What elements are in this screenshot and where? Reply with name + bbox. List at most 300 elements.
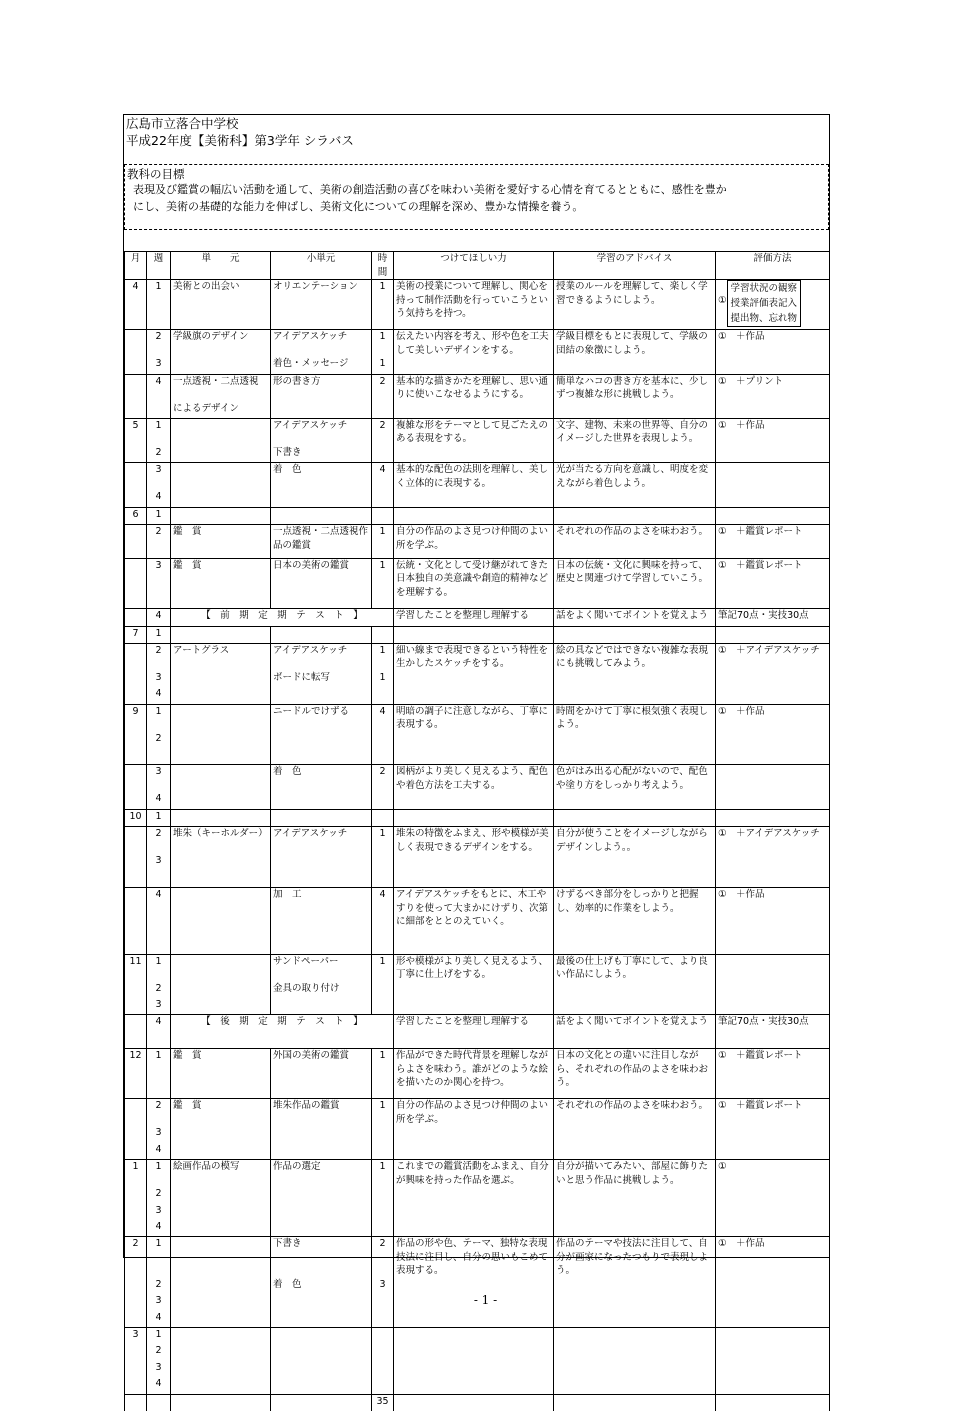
cell-goal: 基本的な配色の法則を理解し、美しく立体的に表現する。 <box>394 463 554 491</box>
cell-month <box>125 446 147 463</box>
cell-advice: 自分が使うことをイメージしながらデザインしよう。。 <box>554 827 716 855</box>
cell-advice <box>554 490 716 507</box>
table-row <box>125 558 830 608</box>
cell-unit <box>171 1237 271 1278</box>
cell-week: 2 <box>147 525 171 559</box>
cell-evaluation <box>716 1143 830 1160</box>
cell-subunit <box>271 1220 372 1237</box>
cell-evaluation: ① ＋作品 <box>716 1237 830 1278</box>
table-row <box>125 871 830 888</box>
cell-month <box>125 1361 147 1377</box>
cell-subunit <box>271 626 372 643</box>
cell-unit: 学級旗のデザイン <box>171 330 271 358</box>
cell-advice <box>554 1204 716 1220</box>
goal-title: 教科の目標 <box>127 167 185 181</box>
cell-advice <box>554 792 716 809</box>
cell-week: 3 <box>147 1294 171 1310</box>
cell-advice <box>554 1394 716 1411</box>
cell-advice: 授業のルールを理解して、楽しく学習できるようにしよう。 <box>554 280 716 330</box>
cell-evaluation: ① ＋アイデアスケッチ <box>716 827 830 855</box>
cell-goal: これまでの鑑賞活動をふまえ、自分が興味を持った作品を選ぶ。 <box>394 1160 554 1188</box>
cell-hours: 1 <box>372 1049 394 1099</box>
cell-goal: 美術の授業について理解し、関心を持って制作活動を行っていこうという気持ちを持つ。 <box>394 280 554 330</box>
cell-week: 1 <box>147 280 171 330</box>
cell-month <box>125 998 147 1015</box>
cell-unit <box>171 765 271 793</box>
cell-subunit <box>271 1328 372 1345</box>
cell-advice: 話をよく聞いてポイントを覚えよう <box>554 1015 716 1049</box>
evaluation-legend <box>727 280 802 327</box>
cell-goal: アイデアスケッチをもとに、木工やすりを使って大まかにけずり、次第に細部をととのえていく。 <box>394 888 554 955</box>
cell-hours: 2 <box>372 765 394 793</box>
cell-goal <box>394 998 554 1015</box>
cell-unit: 一点透視・二点透視 <box>171 374 271 402</box>
cell-unit: 鑑 賞 <box>171 1099 271 1127</box>
cell-month: 11 <box>125 954 147 982</box>
cell-evaluation <box>716 490 830 507</box>
cell-advice: 日本の文化との違いに注目しながら、それぞれの作品のよさを味わおう。 <box>554 1049 716 1099</box>
cell-month <box>125 827 147 855</box>
cell-week: 1 <box>147 809 171 826</box>
cell-week: 3 <box>147 1126 171 1142</box>
cell-subunit: アイデアスケッチ <box>271 418 372 446</box>
cell-hours: 1 <box>372 330 394 358</box>
cell-unit: 鑑 賞 <box>171 525 271 559</box>
cell-week: 2 <box>147 827 171 855</box>
cell-evaluation <box>716 1344 830 1360</box>
cell-evaluation <box>716 357 830 374</box>
cell-unit <box>171 507 271 524</box>
table-row <box>125 1278 830 1294</box>
cell-unit <box>171 954 271 982</box>
cell-advice <box>554 809 716 826</box>
cell-goal: 自分の作品のよさ見つけ仲間のよい所を学ぶ。 <box>394 1099 554 1127</box>
cell-hours <box>372 871 394 888</box>
cell-evaluation: 筆記70点・実技30点 <box>716 609 830 626</box>
table-row <box>125 1237 830 1278</box>
cell-goal <box>394 402 554 419</box>
table-row <box>125 1160 830 1188</box>
table-row <box>125 1361 830 1377</box>
cell-goal <box>394 1328 554 1345</box>
cell-advice <box>554 1126 716 1142</box>
cell-month: 10 <box>125 809 147 826</box>
cell-week <box>147 402 171 419</box>
cell-advice <box>554 687 716 704</box>
table-row <box>125 792 830 809</box>
cell-goal: 明暗の調子に注意しながら、丁寧に表現する。 <box>394 704 554 732</box>
cell-evaluation: ① ＋作品 <box>716 888 830 955</box>
cell-advice <box>554 1143 716 1160</box>
cell-hours <box>372 1344 394 1360</box>
cell-hours <box>372 998 394 1015</box>
cell-hours: 1 <box>372 1099 394 1127</box>
table-row <box>125 525 830 559</box>
table-row <box>125 982 830 998</box>
cell-hours <box>372 1126 394 1142</box>
cell-subunit: 着 色 <box>271 1278 372 1294</box>
cell-unit: 堆朱（キーホルダー） <box>171 827 271 855</box>
goal-line-1: 表現及び鑑賞の幅広い活動を通して、美術の創造活動の喜びを味わい美術を愛好する心情を育てるとともに、感性を豊か <box>133 183 727 196</box>
cell-unit <box>171 1311 271 1328</box>
cell-month <box>125 1220 147 1237</box>
table-row <box>125 732 830 748</box>
table-row <box>125 626 830 643</box>
table-row <box>125 748 830 765</box>
cell-hours <box>372 490 394 507</box>
cell-month <box>125 1187 147 1203</box>
cell-month <box>125 609 147 626</box>
cell-week <box>147 748 171 765</box>
goal-line-2: にし、美術の基礎的な能力を伸ばし、美術文化についての理解を深め、豊かな情操を養う。 <box>133 200 584 213</box>
cell-unit <box>171 446 271 463</box>
cell-hours: 1 <box>372 357 394 374</box>
cell-hours <box>372 1328 394 1345</box>
cell-advice: 簡単なハコの書き方を基本に、少しずつ複雑な形に挑戦しよう。 <box>554 374 716 402</box>
cell-week: 4 <box>147 792 171 809</box>
cell-month: 12 <box>125 1049 147 1099</box>
cell-goal: 基本的な描きかたを理解し、思い通りに使いこなせるようにする。 <box>394 374 554 402</box>
cell-week: 3 <box>147 1204 171 1220</box>
cell-hours: 35 <box>372 1394 394 1411</box>
cell-hours <box>372 402 394 419</box>
cell-advice: 色がはみ出る心配がないので、配色や塗り方をしっかり考えよう。 <box>554 765 716 793</box>
cell-evaluation: ① <box>716 1160 830 1188</box>
table-row <box>125 687 830 704</box>
cell-goal <box>394 1361 554 1377</box>
cell-unit: 鑑 賞 <box>171 1049 271 1099</box>
cell-subunit: アイデアスケッチ <box>271 827 372 855</box>
cell-hours: 1 <box>372 280 394 330</box>
table-row <box>125 888 830 955</box>
table-row <box>125 1015 830 1049</box>
cell-subunit <box>271 1344 372 1360</box>
cell-goal: 作品ができた時代背景を理解しながらよさを味わう。誰がどのような絵を描いたのか関心を持つ。 <box>394 1049 554 1099</box>
cell-month <box>125 765 147 793</box>
cell-subunit <box>271 854 372 870</box>
cell-evaluation <box>716 765 830 793</box>
table-row <box>125 402 830 419</box>
cell-goal <box>394 1311 554 1328</box>
cell-month <box>125 1278 147 1294</box>
cell-subunit <box>271 1187 372 1203</box>
cell-evaluation <box>716 954 830 982</box>
cell-goal <box>394 809 554 826</box>
cell-goal: 堆朱の特徴をふまえ、形や模様が美しく表現できるデザインをする。 <box>394 827 554 855</box>
cell-hours <box>372 446 394 463</box>
table-row <box>125 809 830 826</box>
cell-week: 4 <box>147 609 171 626</box>
cell-week: 4 <box>147 1377 171 1394</box>
cell-goal <box>394 357 554 374</box>
cell-hours <box>372 854 394 870</box>
cell-week: 2 <box>147 446 171 463</box>
cell-evaluation <box>716 748 830 765</box>
cell-advice <box>554 357 716 374</box>
cell-goal: 細い線まで表現できるという特性を生かしたスケッチをする。 <box>394 643 554 671</box>
table-row <box>125 490 830 507</box>
cell-week: 1 <box>147 704 171 732</box>
cell-hours: 2 <box>372 418 394 446</box>
cell-hours: 4 <box>372 463 394 491</box>
cell-unit <box>171 626 271 643</box>
cell-goal <box>394 1126 554 1142</box>
cell-evaluation <box>716 1204 830 1220</box>
cell-advice <box>554 1361 716 1377</box>
table-row <box>125 1377 830 1394</box>
cell-subunit <box>271 748 372 765</box>
cell-goal: 自分の作品のよさ見つけ仲間のよい所を学ぶ。 <box>394 525 554 559</box>
cell-month <box>125 671 147 687</box>
cell-evaluation <box>716 1377 830 1394</box>
cell-month <box>125 792 147 809</box>
cell-subunit: 着色・メッセージ <box>271 357 372 374</box>
cell-month <box>125 871 147 888</box>
page-number: - 1 - <box>473 1293 498 1307</box>
goal-box <box>124 164 829 230</box>
cell-evaluation <box>716 732 830 748</box>
cell-advice: 作品のテーマや技法に注目して、自分が画家になったつもりで表現しよう。 <box>554 1237 716 1278</box>
cell-advice: 絵の具などではできない複雑な表現にも挑戦してみよう。 <box>554 643 716 671</box>
cell-advice <box>554 982 716 998</box>
cell-month <box>125 558 147 608</box>
cell-unit <box>171 998 271 1015</box>
cell-subunit: 作品の選定 <box>271 1160 372 1188</box>
cell-week: 1 <box>147 1237 171 1278</box>
cell-goal: 図柄がより美しく見えるよう、配色や着色方法を工夫する。 <box>394 765 554 793</box>
cell-month: 4 <box>125 280 147 330</box>
cell-subunit <box>271 1204 372 1220</box>
cell-week: 4 <box>147 687 171 704</box>
cell-subunit: ニードルでけずる <box>271 704 372 732</box>
cell-subunit <box>271 871 372 888</box>
cell-month <box>125 463 147 491</box>
table-row <box>125 643 830 671</box>
table-row <box>125 1126 830 1142</box>
cell-month <box>125 888 147 955</box>
cell-goal <box>394 1204 554 1220</box>
cell-week: 1 <box>147 1328 171 1345</box>
cell-unit <box>171 1143 271 1160</box>
cell-hours: 2 <box>372 1237 394 1278</box>
document-title: 平成22年度【美術科】第3学年 シラバス <box>126 133 354 148</box>
cell-subunit: 外国の美術の鑑賞 <box>271 1049 372 1099</box>
cell-evaluation <box>716 854 830 870</box>
cell-week: 1 <box>147 418 171 446</box>
cell-subunit <box>271 732 372 748</box>
cell-goal <box>394 1187 554 1203</box>
cell-hours <box>372 982 394 998</box>
cell-subunit: 一点透視・二点透視作品の鑑賞 <box>271 525 372 559</box>
cell-evaluation <box>716 792 830 809</box>
table-row <box>125 357 830 374</box>
table-header-row <box>125 252 830 280</box>
cell-week: 1 <box>147 507 171 524</box>
cell-week: 4 <box>147 1143 171 1160</box>
cell-hours: 1 <box>372 525 394 559</box>
cell-goal <box>394 792 554 809</box>
cell-advice: 話をよく聞いてポイントを覚えよう <box>554 609 716 626</box>
cell-subunit <box>271 1143 372 1160</box>
table-row <box>125 463 830 491</box>
cell-subunit <box>271 1361 372 1377</box>
cell-advice <box>554 871 716 888</box>
cell-advice <box>554 854 716 870</box>
cell-goal <box>394 1278 554 1294</box>
cell-goal: 複雑な形をテーマとして見ごたえのある表現をする。 <box>394 418 554 446</box>
cell-month <box>125 1015 147 1049</box>
cell-advice: 時間をかけて丁寧に根気強く表現しよう。 <box>554 704 716 732</box>
syllabus-sheet <box>123 114 830 1407</box>
cell-evaluation <box>716 809 830 826</box>
cell-month <box>125 643 147 671</box>
col-week: 週 <box>147 252 171 280</box>
cell-evaluation: ① ＋プリント <box>716 374 830 402</box>
cell-hours <box>372 626 394 643</box>
cell-hours: 1 <box>372 643 394 671</box>
cell-advice: 最後の仕上げも丁寧にして、より良い作品にしよう。 <box>554 954 716 982</box>
cell-month <box>125 1394 147 1411</box>
syllabus-table <box>124 251 830 1411</box>
table-row <box>125 1099 830 1127</box>
cell-week: 1 <box>147 1160 171 1188</box>
cell-evaluation <box>716 998 830 1015</box>
cell-week: 4 <box>147 1220 171 1237</box>
cell-goal: 形や模様がより美しく見えるよう、丁寧に仕上げをする。 <box>394 954 554 982</box>
table-row <box>125 765 830 793</box>
cell-unit <box>171 982 271 998</box>
cell-evaluation <box>716 982 830 998</box>
cell-unit: 【 後 期 定 期 テ ス ト 】 <box>171 1015 394 1049</box>
cell-hours <box>372 809 394 826</box>
cell-week: 2 <box>147 1278 171 1294</box>
cell-evaluation <box>716 446 830 463</box>
cell-month <box>125 732 147 748</box>
cell-subunit <box>271 402 372 419</box>
table-row <box>125 854 830 870</box>
cell-hours <box>372 687 394 704</box>
table-row <box>125 1143 830 1160</box>
cell-hours <box>372 1311 394 1328</box>
cell-hours <box>372 792 394 809</box>
cell-unit <box>171 704 271 732</box>
cell-evaluation <box>716 1394 830 1411</box>
cell-advice <box>554 1278 716 1294</box>
cell-week: 2 <box>147 330 171 358</box>
cell-goal: 学習したことを整理し理解する <box>394 1015 554 1049</box>
cell-unit <box>171 732 271 748</box>
cell-goal <box>394 1344 554 1360</box>
cell-subunit: 金具の取り付け <box>271 982 372 998</box>
table-row <box>125 280 830 330</box>
cell-month <box>125 687 147 704</box>
cell-week: 1 <box>147 954 171 982</box>
cell-unit <box>171 809 271 826</box>
cell-subunit: 下書き <box>271 446 372 463</box>
cell-subunit <box>271 1311 372 1328</box>
cell-subunit <box>271 490 372 507</box>
cell-evaluation: ① ＋鑑賞レポート <box>716 558 830 608</box>
cell-evaluation: ① ＋作品 <box>716 704 830 732</box>
cell-unit <box>171 490 271 507</box>
cell-subunit: 着 色 <box>271 463 372 491</box>
cell-subunit: サンドペーパー <box>271 954 372 982</box>
cell-evaluation <box>716 871 830 888</box>
cell-goal <box>394 854 554 870</box>
cell-unit <box>171 357 271 374</box>
cell-advice <box>554 507 716 524</box>
table-row <box>125 1394 830 1411</box>
cell-subunit <box>271 998 372 1015</box>
cell-month <box>125 330 147 358</box>
cell-advice: 文字、建物、未来の世界等、自分のイメージした世界を表現しよう。 <box>554 418 716 446</box>
cell-week: 4 <box>147 1311 171 1328</box>
cell-subunit <box>271 792 372 809</box>
cell-unit <box>171 1278 271 1294</box>
cell-month <box>125 525 147 559</box>
col-hours: 時間 <box>372 252 394 280</box>
cell-evaluation-mark: ① <box>718 295 727 306</box>
cell-week: 3 <box>147 558 171 608</box>
cell-advice: 学級目標をもとに表現して、学級の団結の象徴にしよう。 <box>554 330 716 358</box>
cell-hours: 3 <box>372 1278 394 1294</box>
cell-week: 1 <box>147 626 171 643</box>
cell-month <box>125 1204 147 1220</box>
cell-advice: それぞれの作品のよさを味わおう。 <box>554 525 716 559</box>
evaluation-legend-item: 授業評価表記入 <box>730 298 798 309</box>
cell-advice <box>554 1344 716 1360</box>
cell-advice <box>554 732 716 748</box>
cell-advice <box>554 671 716 687</box>
cell-unit <box>171 1377 271 1394</box>
col-unit: 単 元 <box>171 252 271 280</box>
table-row <box>125 330 830 358</box>
cell-week: 3 <box>147 671 171 687</box>
table-row <box>125 446 830 463</box>
col-evaluation: 評価方法 <box>716 252 830 280</box>
cell-hours <box>372 1377 394 1394</box>
table-row <box>125 704 830 732</box>
cell-month <box>125 490 147 507</box>
cell-subunit: ボードに転写 <box>271 671 372 687</box>
cell-week: 3 <box>147 357 171 374</box>
cell-subunit <box>271 1394 372 1411</box>
cell-unit <box>171 1187 271 1203</box>
school-name: 広島市立落合中学校 <box>126 116 239 131</box>
cell-unit <box>171 1220 271 1237</box>
cell-week: 2 <box>147 1344 171 1360</box>
cell-hours: 1 <box>372 671 394 687</box>
cell-hours <box>372 1361 394 1377</box>
cell-week: 2 <box>147 1099 171 1127</box>
cell-hours: 1 <box>372 1160 394 1188</box>
cell-week: 3 <box>147 854 171 870</box>
cell-month <box>125 1377 147 1394</box>
cell-evaluation: ① ＋作品 <box>716 418 830 446</box>
cell-evaluation <box>716 402 830 419</box>
cell-hours: 4 <box>372 888 394 955</box>
cell-month <box>125 374 147 402</box>
table-row <box>125 998 830 1015</box>
table-row <box>125 418 830 446</box>
cell-month <box>125 854 147 870</box>
table-row <box>125 1311 830 1328</box>
cell-month <box>125 1344 147 1360</box>
cell-goal <box>394 671 554 687</box>
cell-subunit: アイデアスケッチ <box>271 643 372 671</box>
cell-subunit <box>271 809 372 826</box>
cell-goal <box>394 446 554 463</box>
